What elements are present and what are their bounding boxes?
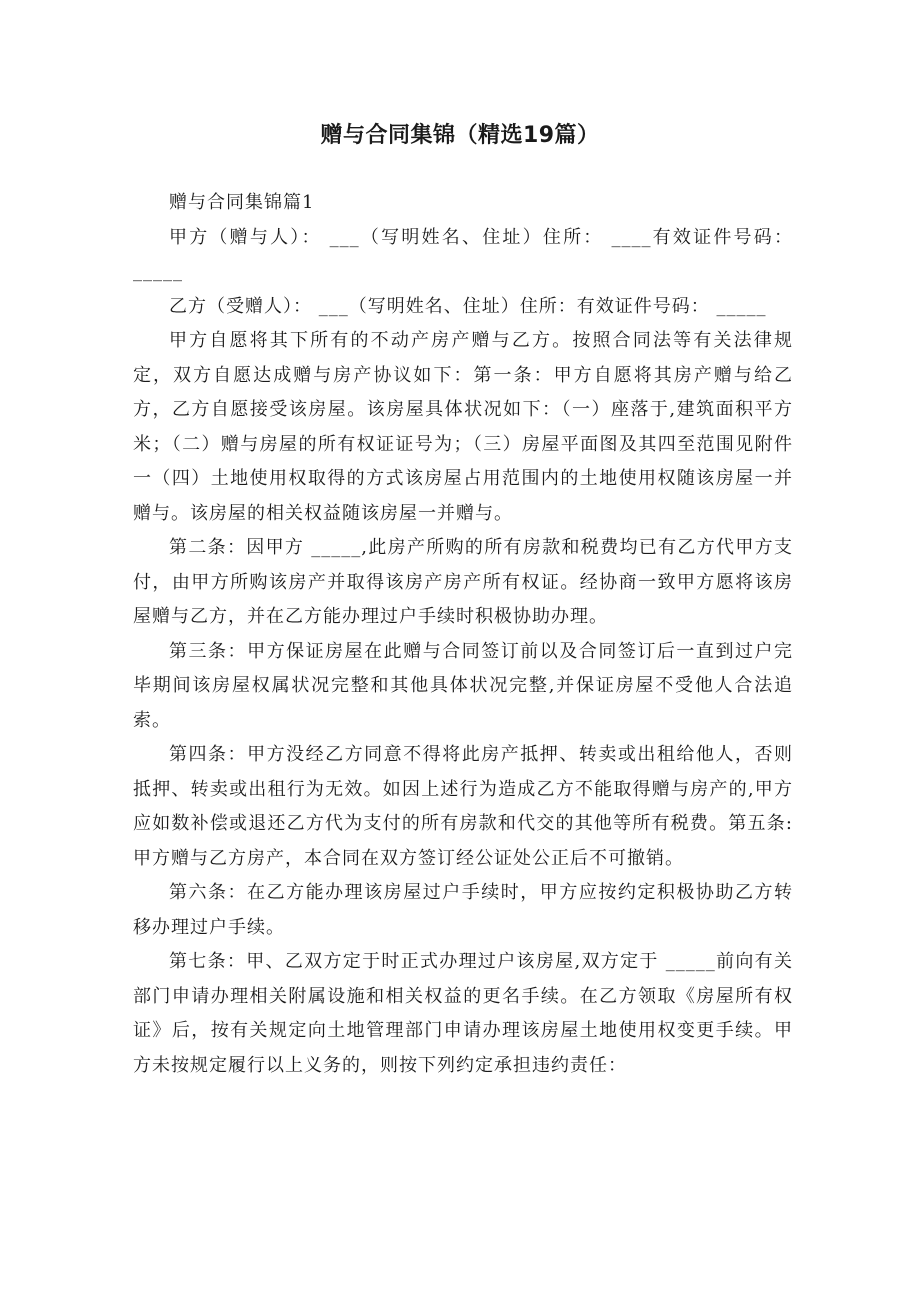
section-heading: 赠与合同集锦篇1 (169, 192, 315, 213)
paragraph-article-3: 第三条：甲方保证房屋在此赠与合同签订前以及合同签订后一直到过户完毕期间该房屋权属状况完整和其他具体状况完整,并保证房屋不受他人合法追索。 (133, 640, 793, 731)
paragraph-article-4-5: 第四条：甲方没经乙方同意不得将此房产抵押、转卖或出租给他人，否则抵押、转卖或出租行为无效。如因上述行为造成乙方不能取得赠与房产的,甲方应如数补偿或退还乙方代为支付的所有房款和代交的其他等所有税费。第五条:甲方赠与乙方房产，本合同在双方签订经公证处公正后不可撤销。 (133, 744, 793, 869)
paragraph-article-6: 第六条：在乙方能办理该房屋过户手续时，甲方应按约定积极协助乙方转移办理过户手续。 (133, 882, 793, 938)
document-body (133, 186, 793, 1083)
paragraph-article-1: 甲方自愿将其下所有的不动产房产赠与乙方。按照合同法等有关法律规定，双方自愿达成赠与房产协议如下：第一条：甲方自愿将其房产赠与给乙方，乙方自愿接受该房屋。该房屋具体状况如下：（一）座落于,建筑面积平方米；（二）赠与房屋的所有权证证号为；（三）房屋平面图及其四至范围见附件一（四）土地使用权取得的方式该房屋占用范围内的土地使用权随该房屋一并赠与。该房屋的相关权益随该房屋一并赠与。 (133, 330, 793, 524)
paragraph-party-a: 甲方（赠与人）： ___（写明姓名、住址）住所： ____有效证件号码： _____ (133, 226, 793, 282)
paragraph-article-2: 第二条：因甲方 _____,此房产所购的所有房款和税费均已有乙方代甲方支付，由甲方所购该房产并取得该房产房产所有权证。经协商一致甲方愿将该房屋赠与乙方，并在乙方能办理过户手续时积极协助办理。 (133, 537, 793, 627)
paragraph-article-7: 第七条：甲、乙双方定于时正式办理过户该房屋,双方定于 _____前向有关部门申请办理相关附属设施和相关权益的更名手续。在乙方领取《房屋所有权证》后，按有关规定向土地管理部门申请办理该房屋土地使用权变更手续。甲方未按规定履行以上义务的，则按下列约定承担违约责任： (133, 951, 793, 1076)
paragraph-party-b: 乙方（受赠人）： ___（写明姓名、住址）住所：有效证件号码： _____ (169, 295, 767, 317)
document-title: 赠与合同集锦（精选19篇） (320, 123, 600, 148)
